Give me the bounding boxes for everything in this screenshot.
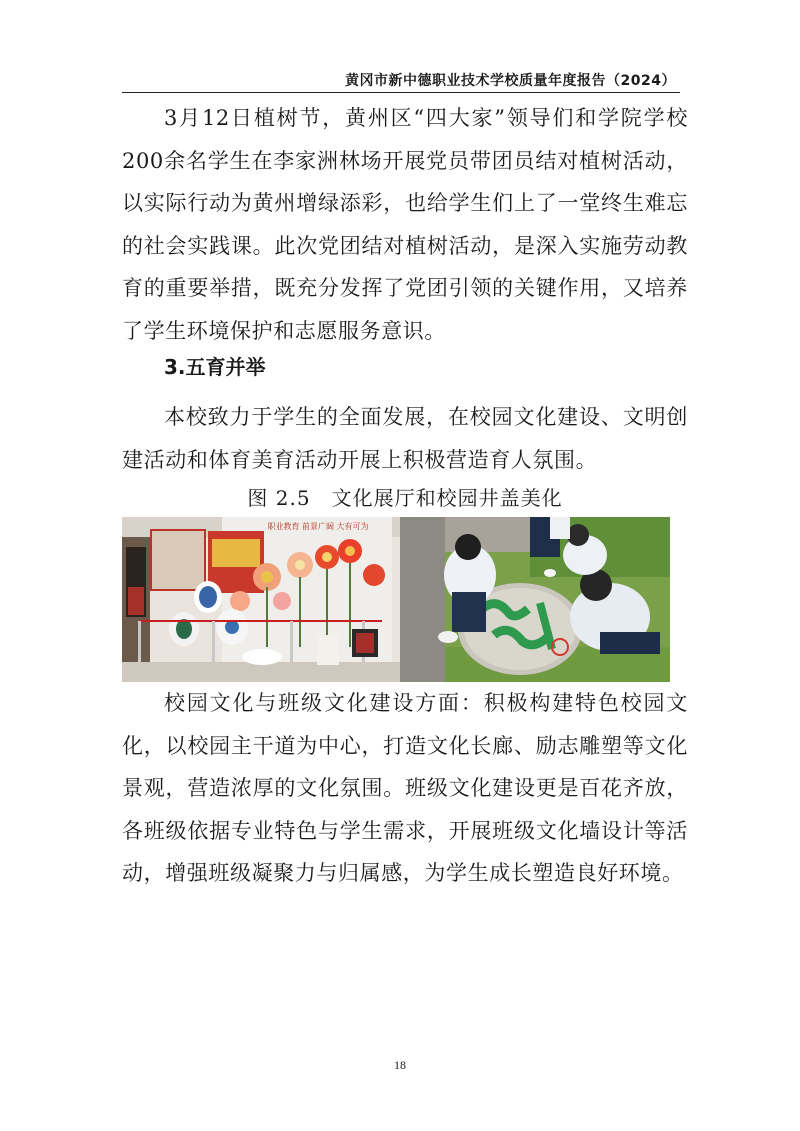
- page-number: 18: [394, 1058, 406, 1072]
- figure-caption: 图 2.5 文化展厅和校园井盖美化: [247, 486, 563, 510]
- exhibition-banner-text: 职业教育 前景广阔 大有可为: [267, 522, 369, 531]
- paragraph-tree-planting: 3月12日植树节，黄州区“四大家”领导们和学院学校200余名学生在李家洲林场开展党员带团员结对植树活动，以实际行动为黄州增绿添彩，也给学生们上了一堂终生难忘的社会实践课。此次党团结对植树活动，是深入实施劳动教育的重要举措，既充分发挥了党团引领的关键作用，又培养了学生环境保护和志愿服务意识。: [122, 106, 688, 343]
- page-header: [122, 70, 680, 94]
- paragraph-campus-culture: 校园文化与班级文化建设方面：积极构建特色校园文化，以校园主干道为中心，打造文化长廊、励志雕塑等文化景观，营造浓厚的文化氛围。班级文化建设更是百花齐放，各班级依据专业特色与学生需求，开展班级文化墙设计等活动，增强班级凝聚力与归属感，为学生成长塑造良好环境。: [122, 691, 688, 886]
- report-title: 黄冈市新中德职业技术学校质量年度报告（2024）: [345, 73, 676, 89]
- manhole-cover-painting-photo: [400, 517, 670, 682]
- figure-photos: [122, 517, 670, 682]
- header-rule: [122, 92, 680, 93]
- section-heading: 3.五育并举: [164, 355, 266, 379]
- paragraph-five-education-intro: 本校致力于学生的全面发展，在校园文化建设、文明创建活动和体育美育活动开展上积极营造育人氛围。: [122, 405, 688, 472]
- culture-hall-photo: [122, 517, 400, 682]
